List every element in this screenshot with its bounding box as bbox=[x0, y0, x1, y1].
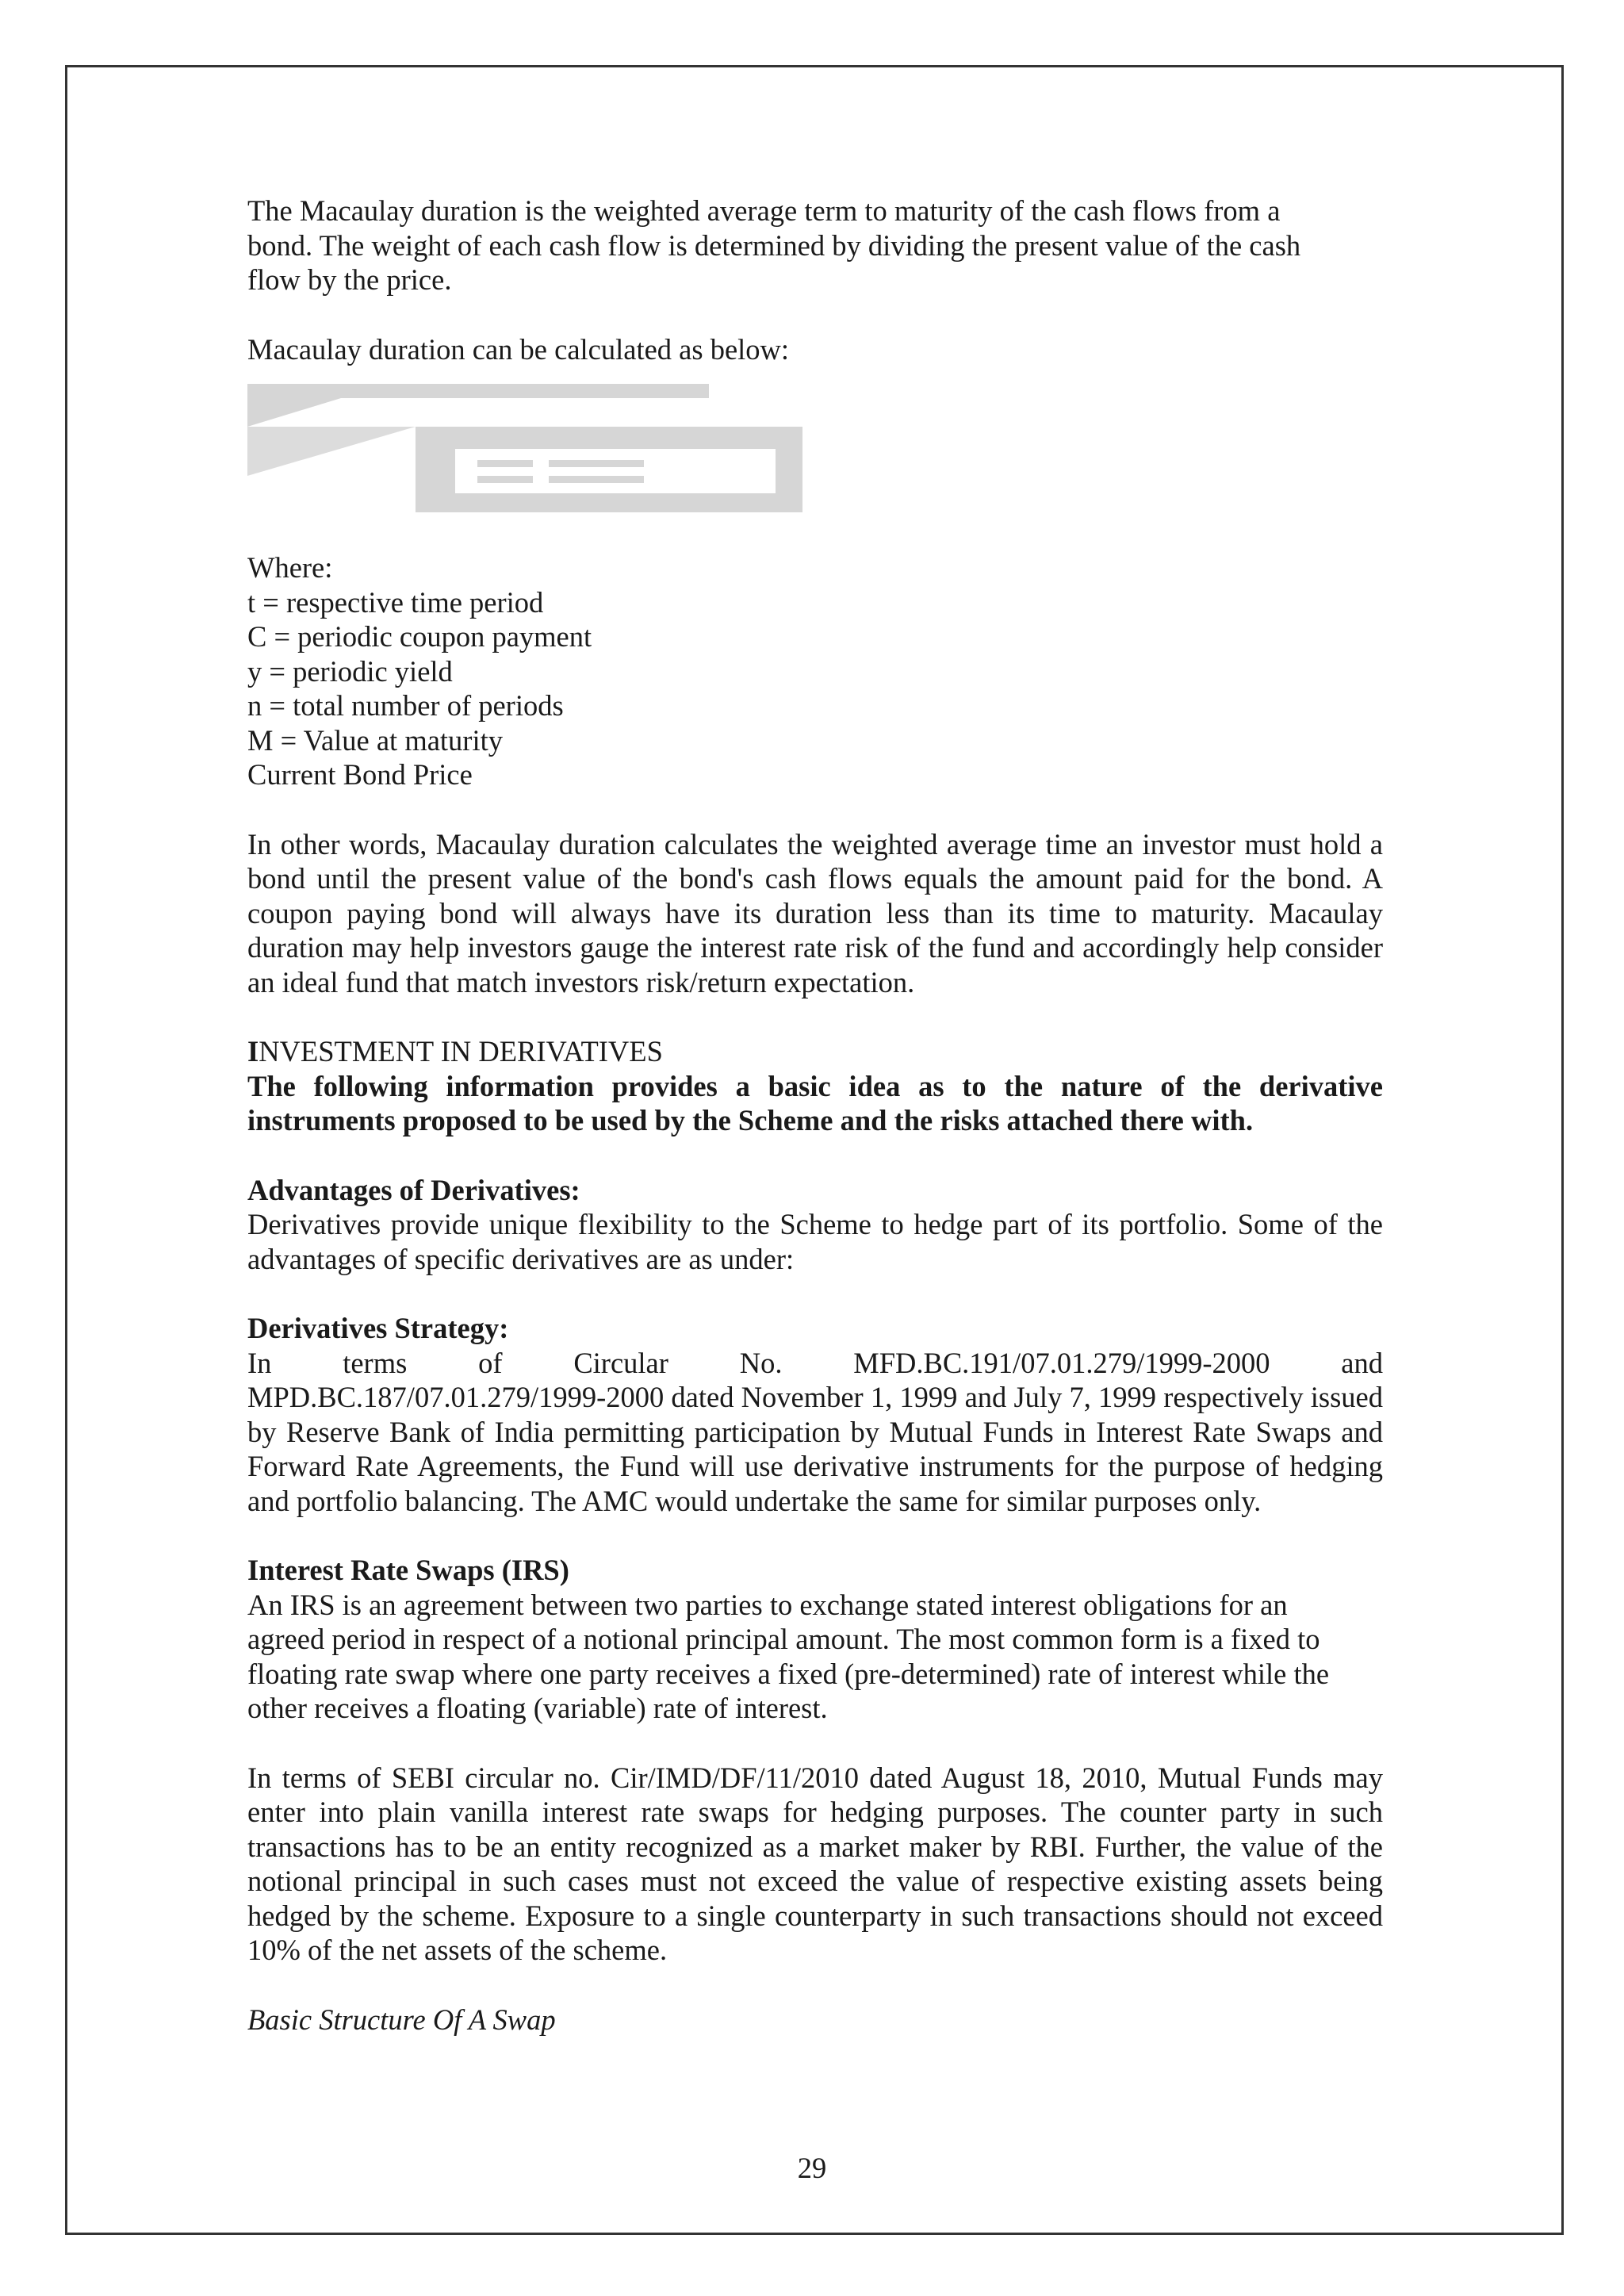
calc-intro: Macaulay duration can be calculated as below: bbox=[247, 332, 790, 366]
strategy-first-line: In terms of Circular No. MFD.BC.191/07.01.279/1999-2000 and bbox=[247, 1346, 1383, 1379]
irs-line: agreed period in respect of a notional principal amount. The most common form is a fixed to bbox=[247, 1623, 1320, 1655]
formula-image-placeholder-icon bbox=[247, 384, 802, 512]
sebi-paragraph: In terms of SEBI circular no. Cir/IMD/DF/11/2010 dated August 18, 2010, Mutual Funds may enter into plain vanilla interest rate swaps for hedging purposes. The counter party in such transactions has to be an entity recognized as a market maker by RBI. Further, the value of the notional principal in such cases must not exceed the value of respective existing assets being hedged by the scheme. Exposure to a single counterparty in such transactions should not exceed 10% of the net assets of the scheme. bbox=[247, 1761, 1383, 1966]
page-number: 29 bbox=[797, 2152, 827, 2184]
document-body bbox=[247, 194, 1383, 2037]
intro-line: The Macaulay duration is the weighted average term to maturity of the cash flows from a bbox=[247, 194, 1281, 227]
where-heading: Where: bbox=[247, 551, 333, 584]
where-item: y = periodic yield bbox=[247, 654, 453, 688]
intro-line: bond. The weight of each cash flow is determined by dividing the present value of the cash bbox=[247, 228, 1301, 262]
strategy-body: MPD.BC.187/07.01.279/1999-2000 dated November 1, 1999 and July 7, 1999 respectively issued by Reserve Bank of India permitting participation by Mutual Funds in Interest Rate Swaps and Forward Rate Agreements, the Fund will use derivative instruments for the purpose of hedging and portfolio balancing. The AMC would undertake the same for similar purposes only. bbox=[247, 1381, 1383, 1517]
where-item: M = Value at maturity bbox=[247, 723, 503, 757]
irs-body bbox=[247, 1588, 1383, 1726]
irs-line: floating rate swap where one party receives a fixed (pre-determined) rate of interest while the bbox=[247, 1657, 1330, 1690]
advantages-body: Derivatives provide unique flexibility to the Scheme to hedge part of its portfolio. Some of the advantages of specific derivatives are as under: bbox=[247, 1208, 1383, 1275]
strategy-heading: Derivatives Strategy: bbox=[247, 1312, 509, 1344]
where-item: t = respective time period bbox=[247, 585, 544, 619]
other-words-paragraph: In other words, Macaulay duration calculates the weighted average time an investor must hold a bond until the present value of the bond's cash flows equals the amount paid for the bond. A coupon paying bond will always have its duration less than its time to maturity. Macaulay duration may help investors gauge the interest rate risk of the fund and accordingly help consider an ideal fund that match investors risk/return expectation. bbox=[247, 827, 1383, 999]
derivatives-heading-initial: I bbox=[247, 1035, 259, 1068]
derivatives-bold-intro: The following information provides a basic idea as to the nature of the derivative instruments proposed to be used by the Scheme and the risks attached there with. bbox=[247, 1069, 1383, 1137]
where-item: n = total number of periods bbox=[247, 689, 564, 722]
derivatives-heading-rest: NVESTMENT IN DERIVATIVES bbox=[259, 1035, 663, 1068]
derivatives-heading bbox=[247, 1034, 1383, 1069]
where-item: Current Bond Price bbox=[247, 758, 473, 791]
advantages-heading: Advantages of Derivatives: bbox=[247, 1173, 580, 1206]
intro-line: flow by the price. bbox=[247, 263, 452, 296]
where-item: C = periodic coupon payment bbox=[247, 620, 592, 653]
basic-structure-heading: Basic Structure Of A Swap bbox=[247, 2003, 556, 2036]
irs-line: other receives a floating (variable) rate of interest. bbox=[247, 1692, 828, 1724]
intro-paragraph bbox=[247, 194, 1383, 297]
irs-heading: Interest Rate Swaps (IRS) bbox=[247, 1554, 569, 1586]
irs-line: An IRS is an agreement between two parties to exchange stated interest obligations for an bbox=[247, 1588, 1288, 1621]
where-definitions bbox=[247, 550, 1383, 792]
